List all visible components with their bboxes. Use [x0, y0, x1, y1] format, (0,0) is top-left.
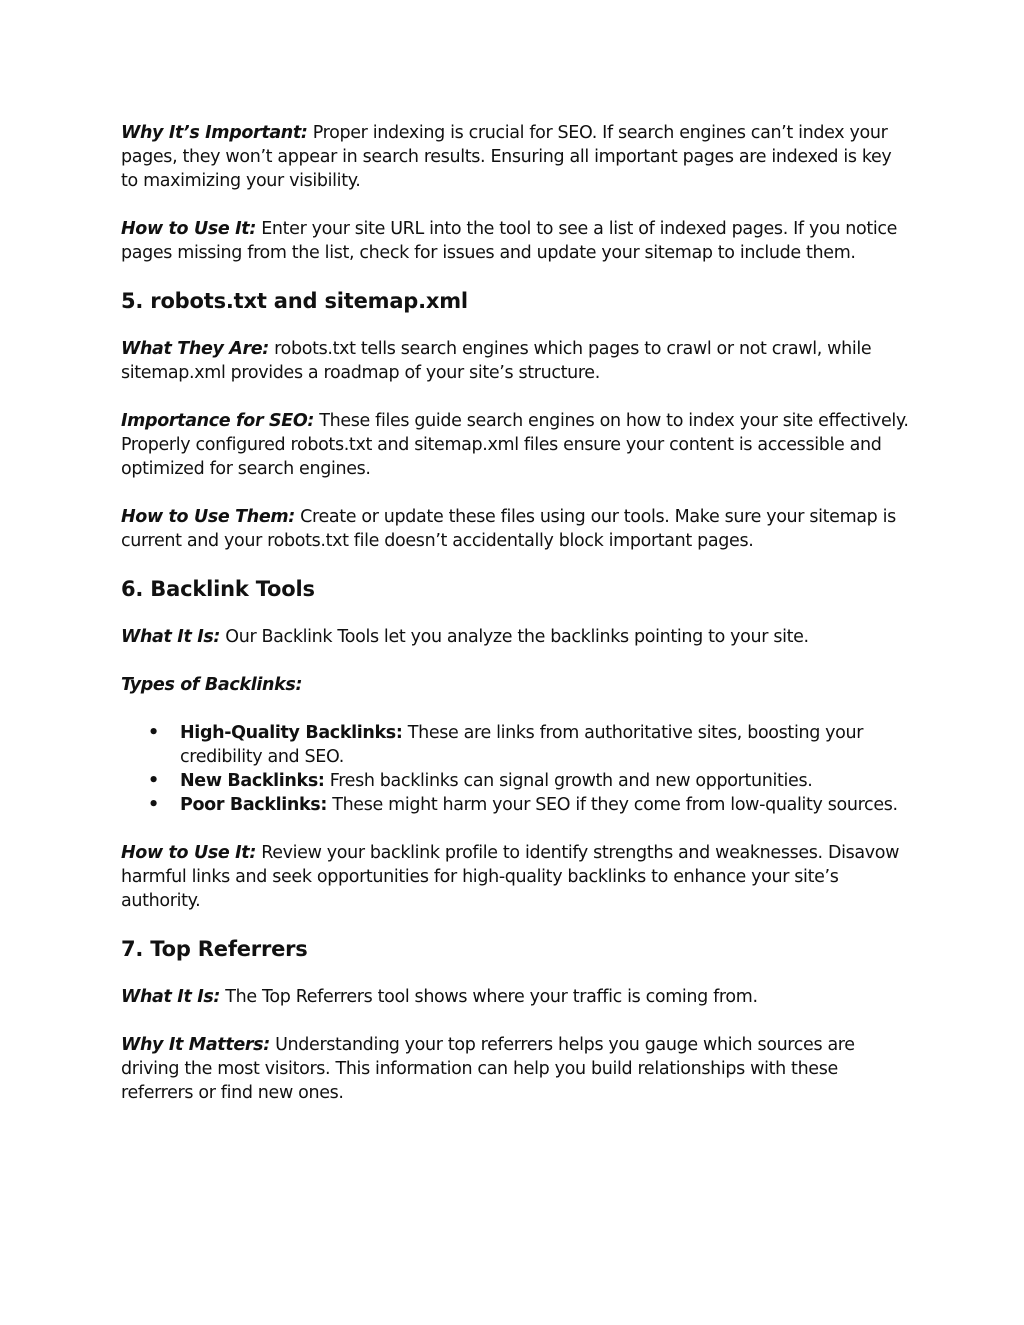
paragraph-text: The Top Referrers tool shows where your traffic is coming from. [220, 987, 758, 1007]
paragraph-what-they-are [121, 337, 911, 385]
paragraph-lead: What It Is: [121, 627, 221, 647]
paragraph-lead: How to Use It: [121, 843, 256, 863]
section-heading-top-referrers: 7. Top Referrers [121, 937, 308, 961]
bullet-icon: • [148, 771, 159, 791]
list-item [121, 769, 911, 793]
paragraph-types-of-backlinks [121, 673, 911, 697]
paragraph-why-it-matters [121, 1033, 911, 1105]
list-item-term: High-Quality Backlinks: [180, 723, 403, 743]
section-heading-robots-sitemap: 5. robots.txt and sitemap.xml [121, 289, 468, 313]
list-item-text: These might harm your SEO if they come from low-quality sources. [327, 795, 898, 815]
paragraph-importance-for-seo [121, 409, 911, 481]
list-item [121, 721, 911, 769]
section-heading-backlink-tools: 6. Backlink Tools [121, 577, 315, 601]
list-item-term: New Backlinks: [180, 771, 325, 791]
paragraph-lead: Importance for SEO: [121, 411, 315, 431]
paragraph-text: Review your backlink profile to identify strengths and weaknesses. Disavow harmful links and seek opportunities for high-quality backlinks to enhance your site’s authority. [121, 843, 900, 911]
bullet-icon: • [148, 795, 159, 815]
paragraph-text: Proper indexing is crucial for SEO. If search engines can’t index your pages, they won’t appear in search results. Ensuring all important pages are indexed is key to maximizing your visibility. [121, 123, 892, 191]
backlink-types-list [121, 721, 911, 817]
list-item-text: These are links from authoritative sites, boosting your credibility and SEO. [180, 723, 864, 767]
paragraph-text: Understanding your top referrers helps you gauge which sources are driving the most visitors. This information can help you build relationships with these referrers or find new ones. [121, 1035, 855, 1103]
paragraph-why-important [121, 121, 911, 193]
paragraph-text: robots.txt tells search engines which pages to crawl or not crawl, while sitemap.xml provides a roadmap of your site’s structure. [121, 339, 872, 383]
document-page [121, 121, 911, 1129]
paragraph-what-it-is-referrers [121, 985, 911, 1009]
list-item-term: Poor Backlinks: [180, 795, 328, 815]
paragraph-text: Create or update these files using our tools. Make sure your sitemap is current and your robots.txt file doesn’t accidentally block important pages. [121, 507, 896, 551]
bullet-icon: • [148, 723, 159, 743]
paragraph-lead: Why It Matters: [121, 1035, 270, 1055]
paragraph-text: Enter your site URL into the tool to see a list of indexed pages. If you notice pages missing from the list, check for issues and update your sitemap to include them. [121, 219, 898, 263]
paragraph-lead: Why It’s Important: [121, 123, 308, 143]
paragraph-how-to-use-them [121, 505, 911, 553]
paragraph-how-to-use-backlinks [121, 841, 911, 913]
paragraph-text: Our Backlink Tools let you analyze the backlinks pointing to your site. [220, 627, 809, 647]
paragraph-lead: What It Is: [121, 987, 221, 1007]
paragraph-lead: What They Are: [121, 339, 269, 359]
paragraph-text: These files guide search engines on how to index your site effectively. Properly configured robots.txt and sitemap.xml files ensure your content is accessible and optimized for search engines. [121, 411, 909, 479]
paragraph-how-to-use-indexing [121, 217, 911, 265]
paragraph-lead: How to Use Them: [121, 507, 295, 527]
list-item-text: Fresh backlinks can signal growth and new opportunities. [324, 771, 813, 791]
list-item [121, 793, 911, 817]
paragraph-lead: How to Use It: [121, 219, 256, 239]
paragraph-what-it-is-backlinks [121, 625, 911, 649]
paragraph-lead: Types of Backlinks: [121, 675, 303, 695]
